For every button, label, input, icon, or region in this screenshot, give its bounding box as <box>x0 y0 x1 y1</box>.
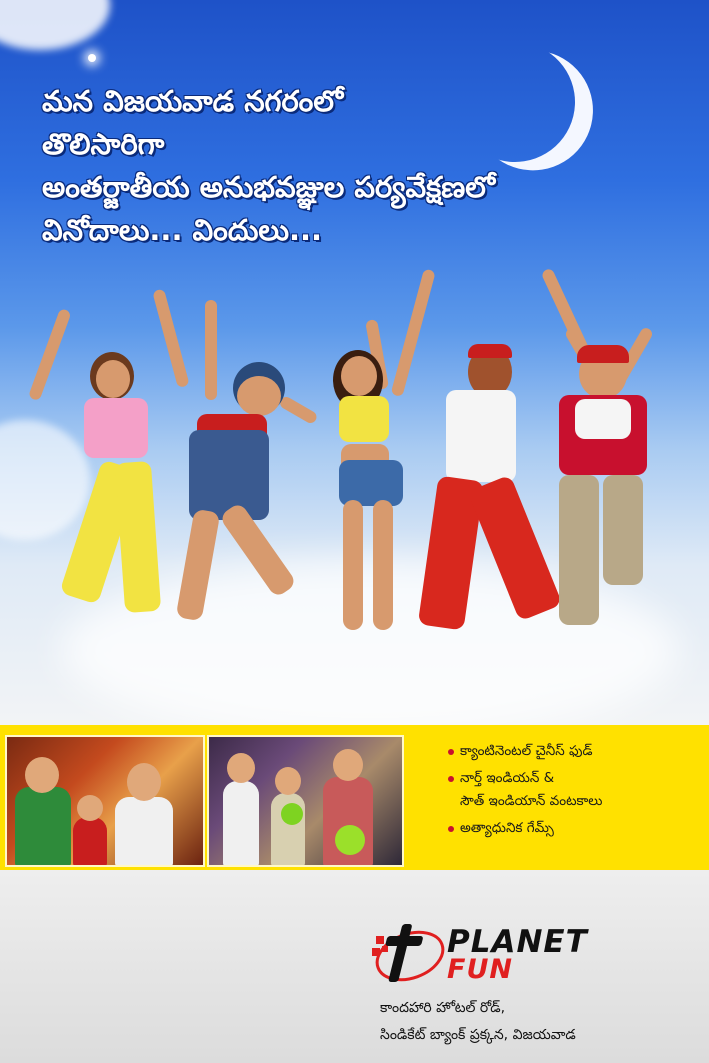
bowling-photo <box>207 735 404 867</box>
brand-name-planet: PLANET <box>447 924 588 960</box>
headline-line-2: తొలిసారిగా <box>42 127 165 161</box>
address-line-2: సిండికేట్ బ్యాంక్ ప్రక్కన, విజయవాడ <box>380 1027 576 1043</box>
footer-area <box>0 870 709 1063</box>
kid-1 <box>40 290 180 670</box>
address <box>380 995 576 1049</box>
kid-5 <box>545 325 675 665</box>
address-line-1: కాందహారి హోటల్ రోడ్, <box>380 1000 506 1016</box>
headline-line-1: మన విజయవాడ నగరంలో <box>42 84 344 118</box>
brand-name-fun: FUN <box>447 954 513 985</box>
feature-item: క్యాంటినెంటల్ చైనీస్ ఫుడ్ <box>448 740 698 763</box>
feature-item: నార్త్ ఇండియన్ & <box>448 767 698 790</box>
star-icon <box>88 54 96 62</box>
planet-fun-logo-icon <box>370 918 446 988</box>
restaurant-photo <box>5 735 205 867</box>
kid-2 <box>175 300 305 640</box>
headline-line-4: వినోదాలు... విందులు... <box>42 213 323 247</box>
feature-item: అత్యాధునిక గేమ్స్ <box>448 817 698 840</box>
features-list <box>448 740 698 840</box>
headline-line-3: అంతర్జాతీయ అనుభవజ్ఞుల పర్యవేక్షణలో <box>42 170 496 204</box>
cloud-top-left <box>0 0 110 50</box>
headline <box>42 80 495 252</box>
feature-item-continuation: సౌత్ ఇండియాన్ వంటకాలు <box>460 793 603 809</box>
